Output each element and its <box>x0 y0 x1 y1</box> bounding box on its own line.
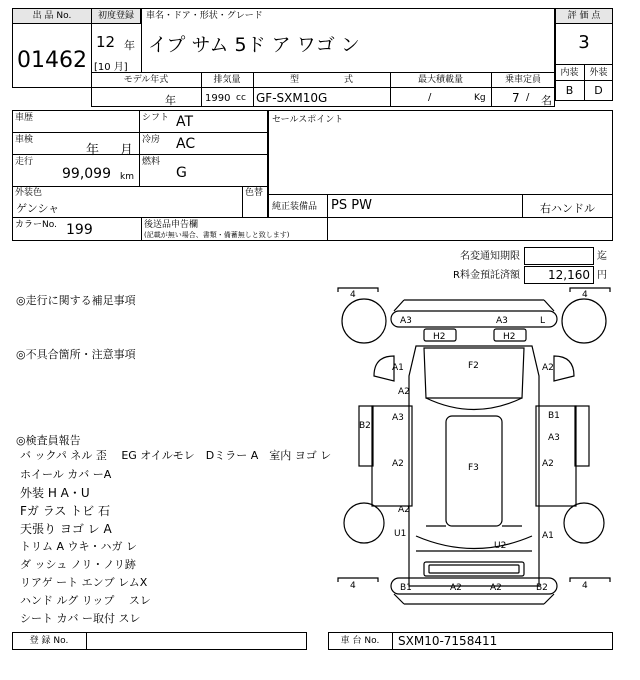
inspector-line: ダ ッシュ ノリ・ノリ跡 <box>20 558 136 571</box>
score-value: 3 <box>578 32 590 53</box>
first-reg-year-unit: 年 <box>124 39 135 52</box>
inspector-line: 外装 H A・U <box>20 486 90 500</box>
max-load-value: / <box>428 92 432 103</box>
recycle-unit: 円 <box>597 270 607 281</box>
first-reg-year: 12 <box>96 33 116 51</box>
capacity-sep: / <box>526 92 530 103</box>
name-change-label: 名変通知期限 <box>460 251 520 262</box>
mark-front-bumper-2: A2 <box>450 583 462 593</box>
car-name-label: 車名・ドア・形状・グレード <box>146 11 263 21</box>
sales-point-label: セールスポイント <box>272 115 344 125</box>
max-load-label: 最大積載量 <box>417 75 463 85</box>
diagram-labels <box>350 290 588 593</box>
model-year-label: モデル年式 <box>123 75 169 85</box>
recycle-value: 12,160 <box>548 268 590 282</box>
mark-center: F3 <box>468 463 479 473</box>
inspector-line: 天張り ヨゴ レ A <box>20 522 112 536</box>
shift-value: AT <box>176 114 194 130</box>
mark-rear-lamp-right: H2 <box>503 332 516 342</box>
mark-left-front-fender: A2 <box>398 505 410 515</box>
first-reg-label: 初度登録 <box>97 11 134 21</box>
color-label: 外装色 <box>15 188 43 198</box>
mark-rear-bumper-center: A3 <box>496 316 508 326</box>
mark-front-bumper-4: B2 <box>536 583 548 593</box>
ac-value: AC <box>176 136 196 152</box>
mark-left-sill: B2 <box>359 421 371 431</box>
rear-bumper-shape <box>391 311 557 327</box>
tire-label-fl: 4 <box>350 581 356 591</box>
model-value: GF-SXM10G <box>256 91 328 105</box>
mark-rear-left-fender-2: A2 <box>398 387 410 397</box>
inspector-line: ハンド ルグ リップ スレ <box>20 594 151 607</box>
mark-hood-bottom: U2 <box>494 541 507 551</box>
exterior-label: 外装 <box>589 68 608 78</box>
reg-no-label: 登 録 No. <box>29 636 69 646</box>
score-label: 評 価 点 <box>567 11 601 21</box>
mark-rear-bumper-right: L <box>540 316 546 326</box>
max-load-unit: Kg <box>474 93 486 103</box>
chassis-div <box>392 632 393 650</box>
inspection-label: 車検 <box>15 135 34 145</box>
capacity-label: 乗車定員 <box>504 75 541 85</box>
capacity-unit: 名 <box>541 94 552 107</box>
equipment-div-1 <box>327 194 328 218</box>
displacement-value: 1990 <box>205 93 231 104</box>
exterior-grade: D <box>594 84 603 97</box>
displacement-label: 排気量 <box>213 75 241 85</box>
details-hdiv-3 <box>12 186 268 187</box>
first-reg-month: [10 月] <box>94 62 128 73</box>
inspector-line: トリム A ウキ・ハガ レ <box>20 540 138 553</box>
reg-no-div <box>86 632 87 650</box>
mark-left-front-door: A2 <box>392 459 404 469</box>
tire-front-right-icon <box>564 503 604 543</box>
interior-grade: B <box>565 84 574 97</box>
grade-divider <box>555 80 613 81</box>
details-hdiv-1 <box>12 132 268 133</box>
tire-label-fr: 4 <box>582 581 588 591</box>
color-no-value: 199 <box>66 222 93 238</box>
inspection-month-unit: 月 <box>120 143 134 158</box>
tire-label-rr: 4 <box>582 290 588 300</box>
mark-front-bumper-3: A2 <box>490 583 502 593</box>
first-reg-divider <box>141 8 142 72</box>
lot-number: 01462 <box>17 48 87 73</box>
tire-front-left-icon <box>344 503 384 543</box>
mark-rear-right-fender: A2 <box>542 363 554 373</box>
mark-left-rear-door: A3 <box>392 413 404 423</box>
chassis-value: SXM10-7158411 <box>398 634 498 648</box>
recycle-label: R料金預託済額 <box>453 270 520 281</box>
right-side-panel-shape <box>536 406 576 506</box>
equipment-value: PS PW <box>331 198 372 213</box>
mark-right-rear-door-2: A3 <box>548 433 560 443</box>
tire-rear-right-icon <box>562 299 606 343</box>
defect-note: ◎不具合箇所・注意事項 <box>16 348 136 361</box>
equipment-label: 純正装備品 <box>272 202 318 212</box>
color-change-div <box>242 186 243 218</box>
color-no-label: カラーNo. <box>15 220 57 230</box>
mark-rear-lamp-left: H2 <box>433 332 446 342</box>
mileage-unit: km <box>120 172 134 182</box>
shift-label: シフト <box>142 113 170 123</box>
chassis-label: 車 台 No. <box>340 636 380 646</box>
details-hdiv-2 <box>12 154 268 155</box>
mark-right-rear-door-1: B1 <box>548 411 560 421</box>
inspector-line: シート カバ ー取付 スレ <box>20 612 141 625</box>
mark-right-front-fender: A1 <box>542 531 554 541</box>
aftermarket-div <box>327 217 328 241</box>
model-year-unit: 年 <box>165 94 176 107</box>
aftermarket-label: 後送品申告欄 <box>144 220 199 230</box>
inspector-line: バ ックパ ネル 歪 EG オイルモレ Dミラー A 室内 ヨゴ レ <box>20 449 332 462</box>
interior-label: 内装 <box>560 68 579 78</box>
inspection-year-unit: 年 <box>86 143 100 158</box>
color-value: ゲンシャ <box>16 202 60 215</box>
capacity-value: 7 <box>512 91 520 105</box>
mark-roof-front: F2 <box>468 361 479 371</box>
mileage-value: 99,099 <box>62 166 111 182</box>
tire-rear-left-icon <box>342 299 386 343</box>
details-vdiv <box>139 110 140 186</box>
mileage-label: 走行 <box>15 157 34 167</box>
ac-label: 冷房 <box>142 135 161 145</box>
handle-value: 右ハンドル <box>540 202 595 215</box>
history-label: 車歴 <box>15 113 34 123</box>
mark-right-front-door: A2 <box>542 459 554 469</box>
tire-label-rl: 4 <box>350 290 356 300</box>
car-name: イプ サム 5ド ア ワゴ ン <box>148 34 360 56</box>
color-change-label: 色替 <box>245 188 264 198</box>
inspector-report-title: ◎検査員報告 <box>16 434 81 447</box>
inspector-line: Fガ ラス トビ 石 <box>20 504 110 518</box>
mark-rear-bumper-left: A3 <box>400 316 412 326</box>
mark-front-bumper-1: B1 <box>400 583 412 593</box>
fuel-label: 燃料 <box>142 157 161 167</box>
driving-note: ◎走行に関する補足事項 <box>16 294 136 307</box>
name-change-value-box <box>524 247 594 265</box>
lot-label: 出 品 No. <box>32 11 72 21</box>
mark-left-front-wheel: U1 <box>394 529 407 539</box>
fuel-value: G <box>176 165 187 181</box>
name-change-unit: 迄 <box>597 251 607 262</box>
aftermarket-note: (記載が無い場合、書類・備蓄無しと致します) <box>144 231 290 239</box>
model-label: 型 式 <box>289 75 353 85</box>
displacement-unit: cc <box>236 93 246 103</box>
inspector-line: リアゲ ート エンブ レムX <box>20 576 148 589</box>
inspector-line: ホイール カバ ーA <box>20 468 112 481</box>
car-damage-diagram <box>334 286 614 626</box>
mark-rear-left-fender: A1 <box>392 363 404 373</box>
